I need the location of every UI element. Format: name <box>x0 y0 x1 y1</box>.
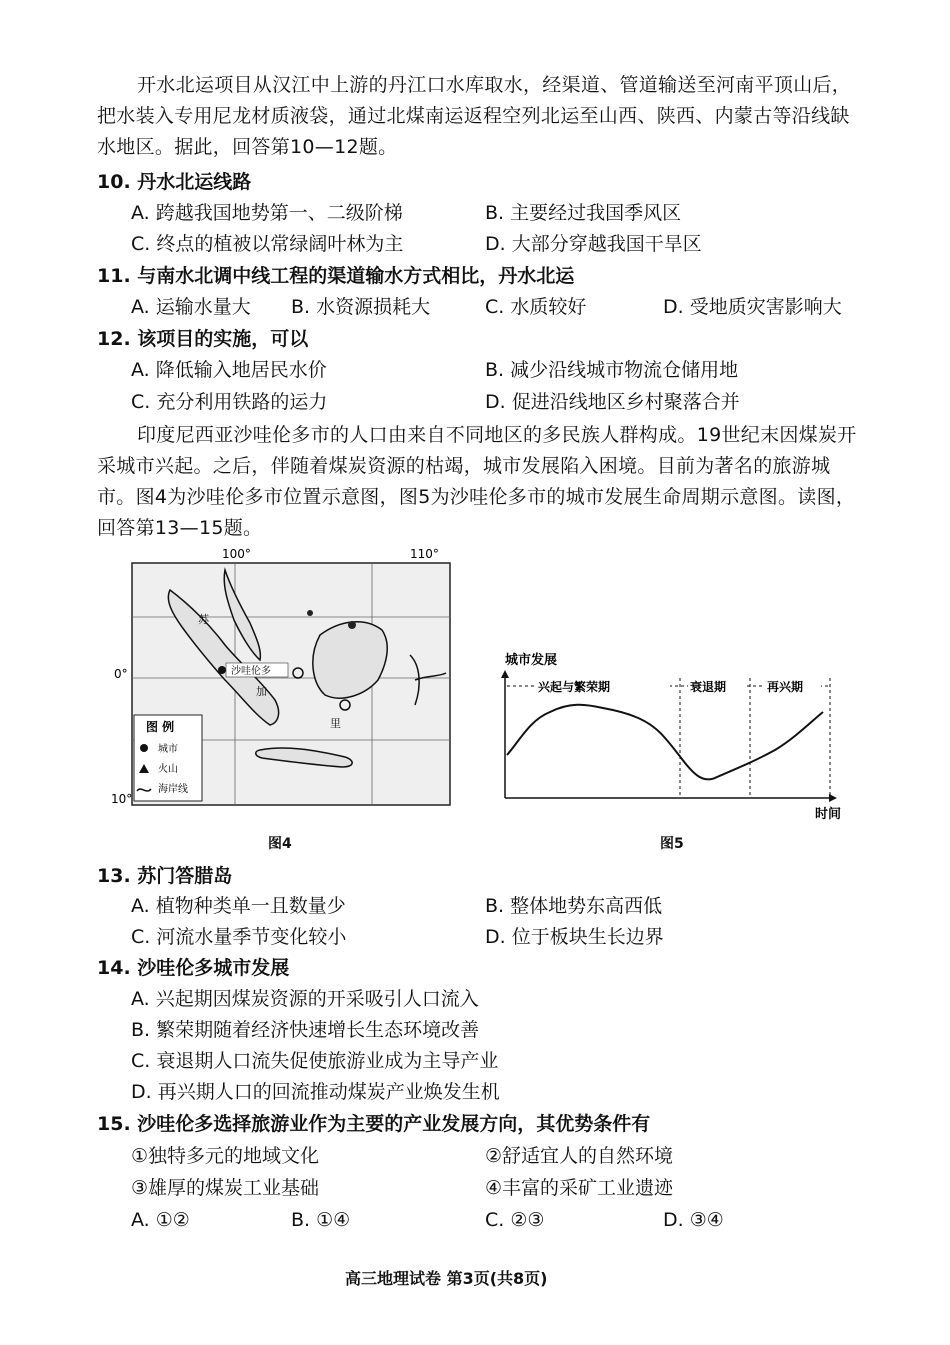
question-12-option-c[interactable]: C. 充分利用铁路的运力 <box>131 391 328 413</box>
passage-1: 开水北运项目从汉江中上游的丹江口水库取水，经渠道、管道输送至河南平顶山后，把水装入专用尼龙材质液袋，通过北煤南运返程空列北运至山西、陕西、内蒙古等沿线缺水地区。据此，回答第10—12题。 <box>97 74 852 158</box>
legend-title: 图 例 <box>146 720 175 734</box>
question-11-option-a[interactable]: A. 运输水量大 <box>131 296 251 318</box>
question-12-option-d[interactable]: D. 促进沿线地区乡村聚落合并 <box>485 391 740 413</box>
chart-x-arrow-icon <box>829 794 837 802</box>
stage-label-rise: 兴起与繁荣期 <box>538 680 611 694</box>
question-13-stem: 13. 苏门答腊岛 <box>97 865 233 887</box>
figure-4-map <box>110 545 455 815</box>
passage-2: 印度尼西亚沙哇伦多市的人口由来自不同地区的多民族人群构成。19世纪末因煤炭开采城市兴起。之后，伴随着煤炭资源的枯竭，城市发展陷入困境。目前为著名的旅游城市。图4为沙哇伦多市位置示意图，图5为沙哇伦多市的城市发展生命周期示意图。读图，回答第13—15题。 <box>97 424 857 539</box>
question-15-option-d[interactable]: D. ③④ <box>663 1209 724 1231</box>
legend-coast-label: 海岸线 <box>158 784 188 795</box>
question-15-option-a[interactable]: A. ①② <box>131 1209 190 1231</box>
legend-city-icon <box>140 744 148 752</box>
question-15-statement-4: ④丰富的采矿工业遗迹 <box>485 1177 674 1199</box>
legend-city-label: 城市 <box>158 744 178 755</box>
map-lat-0: 0° <box>114 667 128 681</box>
question-14-option-a[interactable]: A. 兴起期因煤炭资源的开采吸引人口流入 <box>131 988 479 1010</box>
stage-label-decline: 衰退期 <box>690 680 727 694</box>
map-label-su: 苏 <box>198 613 209 626</box>
island-dot <box>307 610 313 616</box>
question-13-option-c[interactable]: C. 河流水量季节变化较小 <box>131 926 347 948</box>
question-12-option-b[interactable]: B. 减少沿线城市物流仓储用地 <box>485 359 739 381</box>
question-14-option-d[interactable]: D. 再兴期人口的回流推动煤炭产业焕发生机 <box>131 1081 500 1103</box>
question-15-option-b[interactable]: B. ①④ <box>291 1209 351 1231</box>
question-15-option-c[interactable]: C. ②③ <box>485 1209 545 1231</box>
question-14-option-b[interactable]: B. 繁荣期随着经济快速增长生态环境改善 <box>131 1019 480 1041</box>
map-lon-100: 100° <box>222 547 251 561</box>
question-14-stem: 14. 沙哇伦多城市发展 <box>97 957 290 979</box>
question-13-option-d[interactable]: D. 位于板块生长边界 <box>485 926 664 948</box>
figure-5-caption: 图5 <box>660 836 684 852</box>
city-marker-icon <box>218 666 226 674</box>
question-10-option-b[interactable]: B. 主要经过我国季风区 <box>485 202 682 224</box>
figure-5-chart <box>495 650 855 825</box>
page-footer: 高三地理试卷 第3页(共8页) <box>345 1269 548 1288</box>
question-10-option-c[interactable]: C. 终点的植被以常绿阔叶林为主 <box>131 233 404 255</box>
question-10-stem: 10. 丹水北运线路 <box>97 171 252 193</box>
question-14-option-c[interactable]: C. 衰退期人口流失促使旅游业成为主导产业 <box>131 1050 499 1072</box>
legend-volcano-label: 火山 <box>158 764 178 775</box>
question-11-option-d[interactable]: D. 受地质灾害影响大 <box>663 296 842 318</box>
map-lon-110: 110° <box>410 547 439 561</box>
chart-y-label: 城市发展 <box>505 653 558 668</box>
question-13-option-b[interactable]: B. 整体地势东高西低 <box>485 895 663 917</box>
question-15-stem: 15. 沙哇伦多选择旅游业作为主要的产业发展方向，其优势条件有 <box>97 1113 651 1135</box>
question-12-option-a[interactable]: A. 降低输入地居民水价 <box>131 359 327 381</box>
map-lat-10: 10° <box>111 792 133 806</box>
question-15-statement-2: ②舒适宜人的自然环境 <box>485 1145 674 1167</box>
development-curve <box>507 705 823 780</box>
question-10-option-d[interactable]: D. 大部分穿越我国干旱区 <box>485 233 702 255</box>
map-label-jia: 加 <box>256 685 267 698</box>
island-dot <box>348 621 356 629</box>
question-11-option-b[interactable]: B. 水资源损耗大 <box>291 296 431 318</box>
chart-y-arrow-icon <box>501 670 509 678</box>
question-12-stem: 12. 该项目的实施，可以 <box>97 328 309 350</box>
map-label-city: 沙哇伦多 <box>231 666 271 677</box>
question-10-option-a[interactable]: A. 跨越我国地势第一、二级阶梯 <box>131 202 403 224</box>
figure-4-caption: 图4 <box>268 836 292 852</box>
question-11-option-c[interactable]: C. 水质较好 <box>485 296 587 318</box>
question-15-statement-3: ③雄厚的煤炭工业基础 <box>131 1177 320 1199</box>
question-13-option-a[interactable]: A. 植物种类单一且数量少 <box>131 895 346 917</box>
chart-x-label: 时间 <box>815 807 842 822</box>
question-11-stem: 11. 与南水北调中线工程的渠道输水方式相比，丹水北运 <box>97 265 575 287</box>
question-15-statement-1: ①独特多元的地域文化 <box>131 1145 320 1167</box>
map-label-li: 里 <box>330 717 341 730</box>
stage-label-revival: 再兴期 <box>767 680 804 694</box>
